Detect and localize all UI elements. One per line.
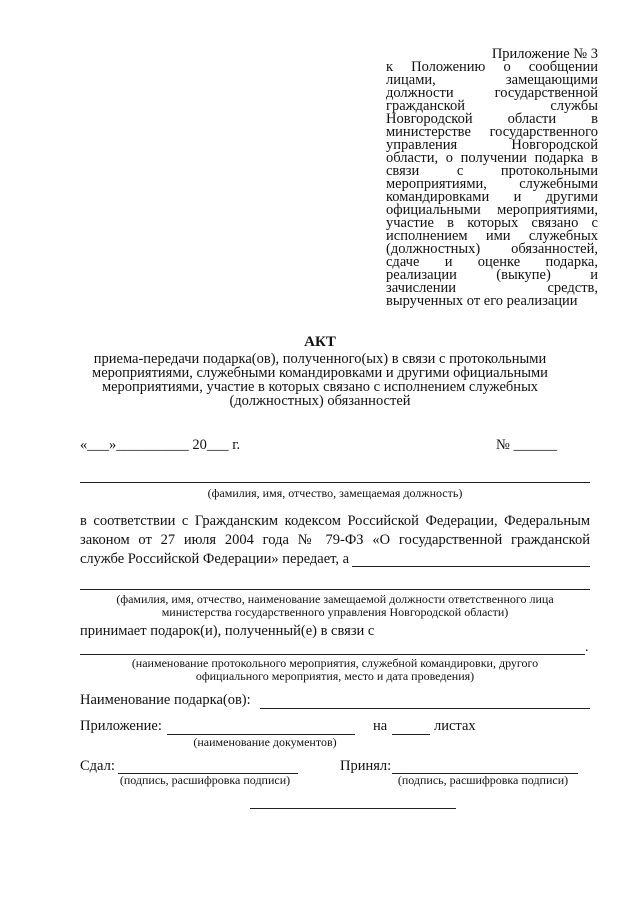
sheets-suffix: листах — [434, 718, 476, 734]
received-caption: (подпись, расшифровка подписи) — [397, 773, 569, 787]
handed-label: Сдал: — [80, 758, 115, 774]
fio-caption: (фамилия, имя, отчество, замещаемая должность) — [207, 486, 463, 500]
paragraph-line: службе Российской Федерации» передает, а — [80, 551, 350, 567]
appendix-line: вырученных от его реализации — [386, 293, 578, 309]
event-caption-line: (наименование протокольного мероприятия, служебной командировки, другого — [131, 656, 539, 670]
act-title: АКТ — [304, 334, 336, 350]
act-subtitle — [70, 352, 570, 408]
act-subtitle-line: мероприятиями, участие в которых связано с исполнением служебных — [101, 379, 539, 395]
appendix-line: связи с протокольными — [386, 163, 598, 179]
received-label: Принял: — [340, 758, 392, 774]
act-number-field[interactable]: № ______ — [496, 437, 557, 453]
event-caption — [80, 657, 590, 683]
appendix-line: командировками и другими — [386, 189, 598, 205]
appendix-line: зачислении средств, — [386, 280, 598, 296]
appendix-line: гражданской службы — [386, 98, 598, 114]
appendix-block — [386, 48, 598, 308]
appendix-line: области, о получении подарка в — [386, 150, 598, 166]
appendix-line: исполнением ими служебных — [386, 228, 598, 244]
sheets-count-line[interactable] — [392, 734, 430, 735]
act-subtitle-line: (должностных) обязанностей — [229, 393, 411, 409]
footer-divider — [250, 808, 456, 809]
responsible-line[interactable] — [80, 589, 590, 590]
responsible-caption-line: министерства государственного управления Новгородской области) — [161, 605, 509, 619]
legal-basis-paragraph — [80, 512, 590, 569]
documents-caption: (наименование документов) — [193, 735, 337, 749]
appendix-line: лицами, замещающими — [386, 72, 598, 88]
appendix-line: участие в которых связано с — [386, 215, 598, 231]
responsible-caption-line: (фамилия, имя, отчество, наименование замещаемой должности ответственного лица — [116, 592, 554, 606]
appendix-line: управления Новгородской — [386, 137, 598, 153]
gift-name-label: Наименование подарка(ов): — [80, 692, 251, 708]
handed-caption: (подпись, расшифровка подписи) — [119, 773, 291, 787]
act-subtitle-line: приема-передачи подарка(ов), полученного(ых) в связи с протокольными — [93, 351, 547, 367]
period-mark: . — [585, 640, 589, 655]
paragraph-line: в соответствии с Гражданским кодексом Российской Федерации, Федеральным — [80, 513, 590, 529]
appendix-line: сдаче и оценке подарка, — [386, 254, 598, 270]
responsible-caption — [80, 593, 590, 619]
gift-name-line[interactable] — [260, 708, 590, 709]
appendix-line: мероприятиями, служебными — [386, 176, 598, 192]
appendix-line: официальными мероприятиями, — [386, 202, 598, 218]
appendix-line: министерстве государственного — [386, 124, 598, 140]
act-date-field[interactable]: «___»__________ 20___ г. — [80, 437, 241, 453]
appendix-line: должности государственной — [386, 85, 598, 101]
paragraph-line: законом от 27 июля 2004 года № 79-ФЗ «О государственной гражданской — [80, 532, 590, 548]
sheets-prefix: на — [373, 718, 388, 734]
event-caption-line: официального мероприятия, место и дата проведения) — [195, 669, 475, 683]
appendix-line: (должностных) обязанностей, — [386, 241, 598, 257]
accepts-text: принимает подарок(и), полученный(е) в связи с — [80, 623, 375, 639]
appendix-line: к Положению о сообщении — [386, 59, 598, 75]
attachment-label: Приложение: — [80, 718, 162, 734]
fio-line[interactable] — [80, 482, 590, 483]
appendix-line: Новгородской области в — [386, 111, 598, 127]
transfer-recipient-line[interactable] — [352, 566, 590, 567]
event-line[interactable] — [80, 654, 585, 655]
appendix-number: Приложение № 3 — [491, 46, 598, 62]
act-subtitle-line: мероприятиями, служебными командировками и другими официальными — [92, 365, 548, 381]
appendix-line: реализации (выкупе) и — [386, 267, 598, 283]
